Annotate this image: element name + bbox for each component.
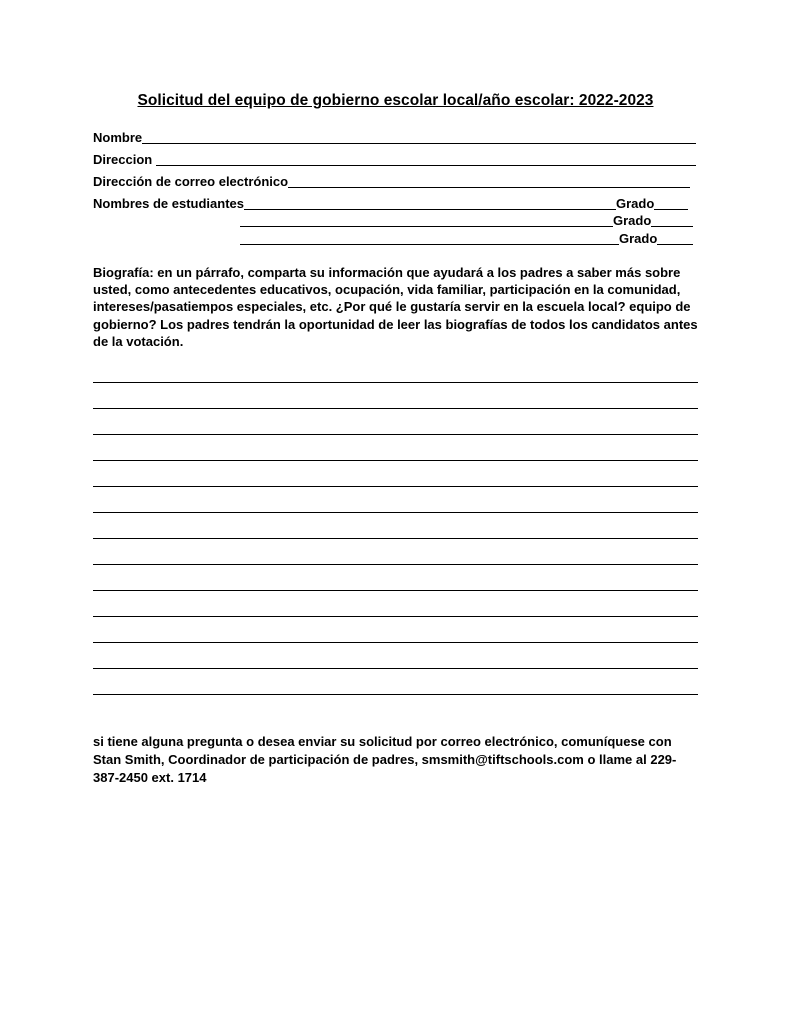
contact-footer: si tiene alguna pregunta o desea enviar su solicitud por correo electrónico, comuníquese con Stan Smith, Coordinador de participación de padres, smsmith@tiftschools.com o llame al 229-387-2450 ext. 1714 (93, 734, 677, 785)
student-name-line-2[interactable] (240, 225, 613, 227)
name-label: Nombre (93, 130, 143, 145)
bio-writing-line[interactable] (93, 434, 698, 435)
student-name-line-1[interactable] (244, 208, 616, 210)
student-row-3[interactable] (240, 231, 693, 247)
bio-writing-line[interactable] (93, 616, 698, 617)
form-title: Solicitud del equipo de gobierno escolar local/año escolar: 2022-2023 (137, 92, 654, 109)
biography-prompt: Biografía: en un párrafo, comparta su información que ayudará a los padres a saber más sobre usted, como antecedentes educativos, ocupación, vida familiar, participación en la comunidad, intereses/pasatiempos especiales, etc. ¿Por qué le gustaría servir en la escuela local? equipo de gobierno? Los padres tendrán la oportunidad de leer las biografías de todos los candidatos antes de la votación. (93, 265, 698, 349)
grade-line-3[interactable] (657, 243, 693, 245)
email-line[interactable] (288, 186, 690, 188)
bio-writing-line[interactable] (93, 408, 698, 409)
bio-writing-line[interactable] (93, 460, 698, 461)
bio-writing-line[interactable] (93, 382, 698, 383)
student-row-2[interactable] (240, 213, 693, 229)
bio-writing-line[interactable] (93, 512, 698, 513)
name-line[interactable] (142, 142, 696, 144)
address-line[interactable] (156, 164, 696, 166)
grade-label-2: Grado (613, 213, 652, 228)
bio-writing-line[interactable] (93, 486, 698, 487)
student-name-line-3[interactable] (240, 243, 619, 245)
bio-writing-line[interactable] (93, 590, 698, 591)
email-label: Dirección de correo electrónico (93, 174, 289, 189)
grade-line-2[interactable] (651, 225, 693, 227)
name-field[interactable] (93, 130, 696, 146)
address-label: Direccion (93, 152, 153, 167)
students-label: Nombres de estudiantes (93, 196, 244, 211)
grade-label-3: Grado (619, 231, 658, 246)
bio-writing-line[interactable] (93, 694, 698, 695)
bio-writing-line[interactable] (93, 538, 698, 539)
bio-writing-line[interactable] (93, 668, 698, 669)
grade-line-1[interactable] (654, 208, 688, 210)
bio-writing-line[interactable] (93, 564, 698, 565)
email-field[interactable] (93, 174, 690, 190)
student-row-1[interactable] (93, 196, 688, 212)
address-field[interactable] (93, 152, 696, 168)
grade-label-1: Grado (616, 196, 655, 211)
bio-writing-line[interactable] (93, 642, 698, 643)
